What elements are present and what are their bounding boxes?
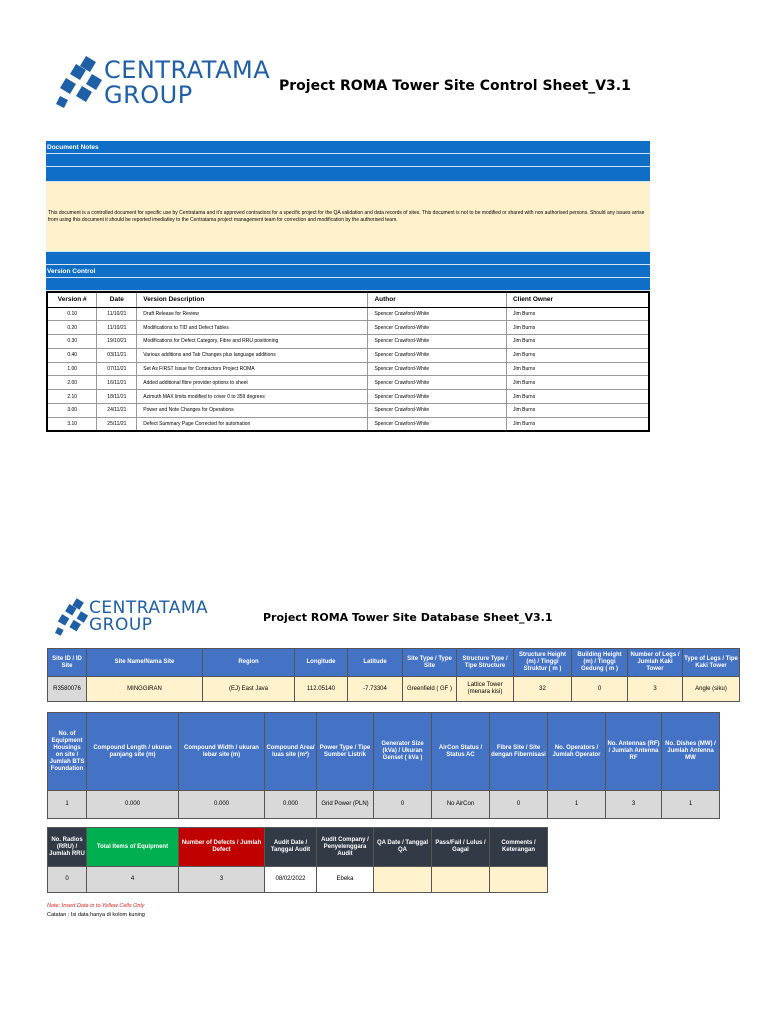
version-row [47, 362, 649, 376]
logo-line2: GROUP [89, 615, 153, 635]
version-author: Spencer Crawford-White [368, 307, 507, 321]
val-generator-size[interactable]: 0 [374, 791, 432, 819]
yellow-cells-note-id: Catatan : Isi data hanya di kolom kuning [47, 912, 145, 918]
val-type-of-legs[interactable]: Angle (siku) [683, 677, 740, 702]
version-author: Spencer Crawford-White [368, 376, 507, 390]
version-description: Azimuth MAX limits modified to cover 0 to 359 degrees [137, 390, 368, 404]
hdr-pass-fail: Pass/Fail / Lulus / Gagal [432, 828, 490, 867]
hdr-latitude: Latitude [348, 649, 403, 677]
hdr-no-radios: No. Radios (RRU) / Jumlah RRU [48, 828, 87, 867]
hdr-audit-date: Audit Date / Tanggal Audit [265, 828, 317, 867]
version-date: 07/11/21 [97, 362, 137, 376]
val-region[interactable]: (EJ) East Java [203, 677, 295, 702]
audit-header-row [48, 828, 548, 867]
hdr-site-id: Site ID / ID Site [48, 649, 87, 677]
site-info-value-row [48, 677, 740, 702]
version-author: Spencer Crawford-White [368, 362, 507, 376]
version-date: 11/10/21 [97, 307, 137, 321]
val-site-name[interactable]: MINGGIRAN [87, 677, 203, 702]
version-author: Spencer Crawford-White [368, 404, 507, 418]
version-row [47, 348, 649, 362]
val-latitude[interactable]: -7.73304 [348, 677, 403, 702]
blue-divider [46, 154, 650, 167]
hdr-number-of-defects: Number of Defects / Jumlah Defect [179, 828, 265, 867]
hdr-compound-width: Compound Width / ukuran lebar site (m) [179, 713, 265, 791]
val-comments[interactable] [490, 867, 548, 893]
val-qa-date[interactable] [374, 867, 432, 893]
centratama-logo-top [56, 54, 270, 110]
version-control-table [46, 291, 650, 432]
hdr-equipment-housings: No. of Equipment Housings on site / Jumlah BTS Foundation [48, 713, 87, 791]
version-row [47, 417, 649, 431]
version-client-owner: Jim Burns [506, 417, 649, 431]
hdr-comments: Comments / Keterangan [490, 828, 548, 867]
hdr-type-of-legs: Type of Legs / Tipe Kaki Tower [683, 649, 740, 677]
version-date: 24/11/21 [97, 404, 137, 418]
version-author: Spencer Crawford-White [368, 321, 507, 335]
col-description: Version Description [137, 292, 368, 307]
version-row [47, 376, 649, 390]
val-equipment-housings[interactable]: 1 [48, 791, 87, 819]
val-compound-width[interactable]: 0.000 [179, 791, 265, 819]
val-no-antennas[interactable]: 3 [606, 791, 662, 819]
hdr-compound-area: Compound Area/ luas site (m²) [265, 713, 317, 791]
document-notes-header: Document Notes [46, 141, 650, 154]
version-number: 1.00 [47, 362, 97, 376]
col-author: Author [368, 292, 507, 307]
hdr-qa-date: QA Date / Tanggal QA [374, 828, 432, 867]
version-client-owner: Jim Burns [506, 348, 649, 362]
hdr-number-of-legs: Number of Legs / Jumlah Kaki Tower [628, 649, 683, 677]
blue-divider [46, 167, 650, 182]
col-version: Version # [47, 292, 97, 307]
val-longitude[interactable]: 112.05140 [295, 677, 348, 702]
version-number: 0.40 [47, 348, 97, 362]
site-info-table [47, 648, 740, 702]
yellow-cells-note: Note: Insert Data in to Yellow Cells Only [47, 903, 145, 909]
centratama-logo-icon [55, 596, 91, 638]
version-number: 0.10 [47, 307, 97, 321]
version-number: 0.20 [47, 321, 97, 335]
val-fibre-site[interactable]: 0 [490, 791, 548, 819]
version-row [47, 307, 649, 321]
version-date: 11/10/21 [97, 321, 137, 335]
equipment-table [47, 712, 720, 819]
hdr-region: Region [203, 649, 295, 677]
val-pass-fail[interactable] [432, 867, 490, 893]
blue-divider [46, 278, 650, 291]
audit-value-row [48, 867, 548, 893]
version-date: 19/10/21 [97, 335, 137, 349]
version-number: 3.00 [47, 404, 97, 418]
col-date: Date [97, 292, 137, 307]
version-table-header-row [47, 292, 649, 307]
version-client-owner: Jim Burns [506, 335, 649, 349]
equipment-header-row [48, 713, 720, 791]
hdr-generator-size: Generator Size (kVa) / Ukuran Genset ( kVa ) [374, 713, 432, 791]
site-info-header-row [48, 649, 740, 677]
audit-table [47, 827, 548, 893]
hdr-no-dishes: No. Dishes (MW) / Jumlah Antenna MW [662, 713, 720, 791]
database-sheet-title: Project ROMA Tower Site Database Sheet_V3.1 [263, 611, 553, 624]
val-building-height[interactable]: 0 [572, 677, 628, 702]
hdr-site-type: Site Type / Type Site [403, 649, 457, 677]
version-description: Draft Release for Review [137, 307, 368, 321]
logo-line1: CENTRATAMA [89, 598, 209, 618]
version-description: Modifications for Defect Category, Fibre and RRU positioning [137, 335, 368, 349]
version-date: 16/11/21 [97, 376, 137, 390]
blue-divider [46, 252, 650, 265]
val-structure-height[interactable]: 32 [514, 677, 572, 702]
hdr-audit-company: Audit Company / Penyelenggara Audit [317, 828, 374, 867]
version-number: 2.00 [47, 376, 97, 390]
version-row [47, 390, 649, 404]
version-client-owner: Jim Burns [506, 390, 649, 404]
version-description: Set As FIRST Issue for Contractors Project ROMA [137, 362, 368, 376]
version-client-owner: Jim Burns [506, 321, 649, 335]
val-structure-type[interactable]: Lattice Tower (menara kisi) [457, 677, 514, 702]
version-row [47, 335, 649, 349]
equipment-value-row [48, 791, 720, 819]
val-aircon-status[interactable]: No AirCon [432, 791, 490, 819]
version-number: 3.10 [47, 417, 97, 431]
version-description: Various additions and Tab Changes plus language additions [137, 348, 368, 362]
val-total-items[interactable]: 4 [87, 867, 179, 893]
version-description: Power and Note Changes for Operations [137, 404, 368, 418]
val-no-radios[interactable]: 0 [48, 867, 87, 893]
val-site-type[interactable]: Greenfield ( GF ) [403, 677, 457, 702]
document-notes-text: This document is a controlled document for specific use by Centratama and it's approved contractors for a specific project for the QA validation and data records of sites. This document is not to be modified or shared with non authorised persons. Should any issues arrise from using this document it should be reported imediatley to the Centratama project management team for correction and modification by the authorised team. [46, 182, 650, 252]
val-number-of-legs[interactable]: 3 [628, 677, 683, 702]
hdr-power-type: Power Type / Tipe Sumber Listrik [317, 713, 374, 791]
version-number: 2.10 [47, 390, 97, 404]
version-author: Spencer Crawford-White [368, 335, 507, 349]
hdr-no-antennas: No. Antennas (RF) / Jumlah Antenna RF [606, 713, 662, 791]
hdr-longitude: Longitude [295, 649, 348, 677]
hdr-building-height: Building Height (m) / Tinggi Gedung ( m ) [572, 649, 628, 677]
version-row [47, 321, 649, 335]
version-date: 18/11/21 [97, 390, 137, 404]
version-author: Spencer Crawford-White [368, 417, 507, 431]
val-audit-date[interactable]: 08/02/2022 [265, 867, 317, 893]
version-number: 0.30 [47, 335, 97, 349]
hdr-total-items: Total Items of Equipment [87, 828, 179, 867]
val-audit-company[interactable]: Ebeka [317, 867, 374, 893]
version-client-owner: Jim Burns [506, 307, 649, 321]
version-date: 25/11/21 [97, 417, 137, 431]
version-client-owner: Jim Burns [506, 404, 649, 418]
version-client-owner: Jim Burns [506, 362, 649, 376]
version-author: Spencer Crawford-White [368, 348, 507, 362]
val-site-id[interactable]: R3580076 [48, 677, 87, 702]
hdr-compound-length: Compound Length / ukuran panjang site (m) [87, 713, 179, 791]
val-no-operators[interactable]: 1 [548, 791, 606, 819]
val-number-of-defects[interactable]: 3 [179, 867, 265, 893]
hdr-fibre-site: Fibre Site / Site dengan Fibernisasi [490, 713, 548, 791]
val-no-dishes[interactable]: 1 [662, 791, 720, 819]
hdr-site-name: Site Name/Nama Site [87, 649, 203, 677]
logo-line2: GROUP [104, 80, 193, 109]
version-description: Modifications to TID and Defect Tables [137, 321, 368, 335]
version-row [47, 404, 649, 418]
centratama-logo-icon [56, 54, 106, 110]
version-date: 03/11/21 [97, 348, 137, 362]
hdr-structure-height: Structure Height (m) / Tinggi Struktur ( m ) [514, 649, 572, 677]
hdr-structure-type: Structure Type / Tipe Structure [457, 649, 514, 677]
val-power-type[interactable]: Grid Power (PLN) [317, 791, 374, 819]
hdr-aircon-status: AirCon Status / Status AC [432, 713, 490, 791]
version-description: Defect Summary Page Corrected for automation [137, 417, 368, 431]
control-sheet-title: Project ROMA Tower Site Control Sheet_V3.1 [279, 78, 631, 94]
document-notes-section [46, 141, 650, 432]
version-author: Spencer Crawford-White [368, 390, 507, 404]
hdr-no-operators: No. Operators / Jumlah Operator [548, 713, 606, 791]
version-description: Added additional fibre provider options to sheet [137, 376, 368, 390]
val-compound-length[interactable]: 0.000 [87, 791, 179, 819]
logo-line1: CENTRATAMA [104, 55, 271, 84]
centratama-logo-bottom [55, 596, 208, 638]
version-control-header: Version Control [46, 265, 650, 278]
val-compound-area[interactable]: 0.000 [265, 791, 317, 819]
col-client-owner: Client Owner [506, 292, 649, 307]
version-client-owner: Jim Burns [506, 376, 649, 390]
